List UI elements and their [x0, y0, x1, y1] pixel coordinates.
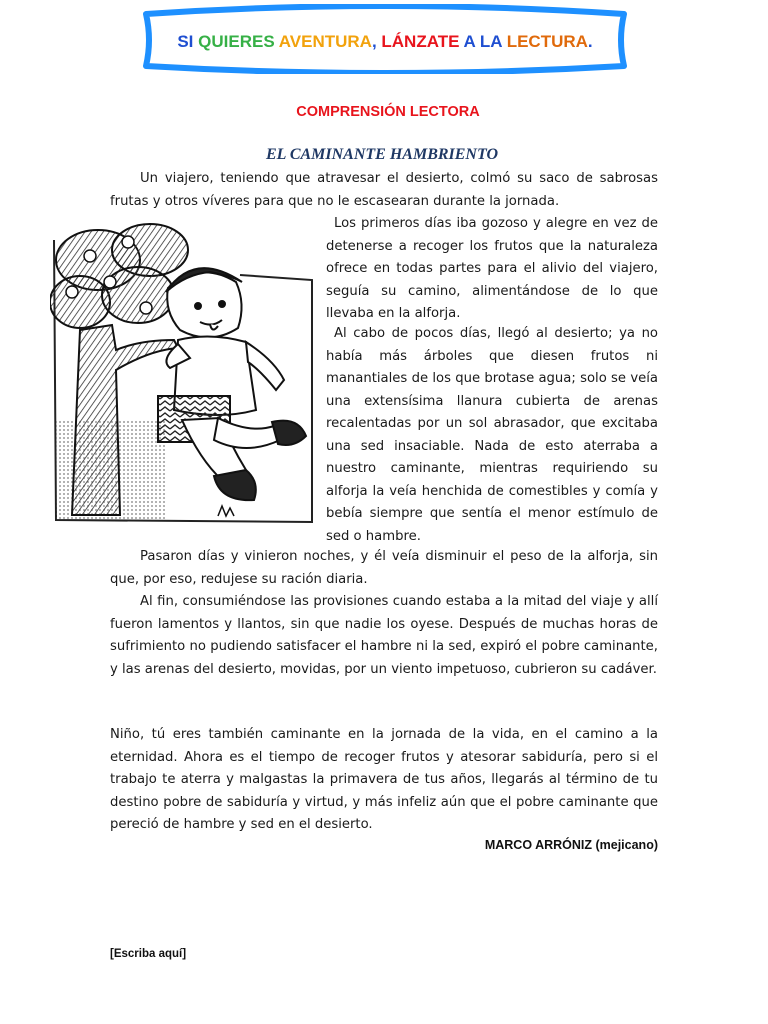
banner-word: AVENTURA	[278, 32, 372, 51]
traveler-drawing	[50, 220, 320, 528]
banner-word: ,	[371, 32, 382, 51]
paragraph-3: Al cabo de pocos días, llegó al desierto; ya no había más árboles que diesen frutos ni manantiales de los que brotase agua; solo se veía una extensísima llanura cubierta de arenas recalentadas por un sol abrasador, que excitaba una sed insaciable. Nada de esto aterraba a nuestro caminante, mientras requiriendo su alforja la veía henchida de comestibles y comía y bebía siempre que sentía el menor estímulo de sed o hambre.	[326, 326, 658, 544]
paragraph-1: Un viajero, teniendo que atravesar el desierto, colmó su saco de sabrosas frutas y otros víveres para que no le escasearan durante la jornada.	[110, 171, 658, 209]
banner-word: LA	[479, 32, 507, 51]
banner-word: LÁNZATE	[381, 32, 464, 51]
banner-word: A	[463, 32, 480, 51]
paragraph-2: Los primeros días iba gozoso y alegre en vez de detenerse a recoger los frutos que la naturaleza ofrece en todas partes para el alivio del viajero, seguía su camino, alimentándose de lo que llevaba en la alforja.	[326, 216, 658, 321]
banner-word: LECTURA	[506, 32, 588, 51]
write-here-placeholder[interactable]: [Escriba aquí]	[110, 948, 187, 960]
section-title: COMPRENSIÓN LECTORA	[296, 104, 480, 120]
paragraph-6: Niño, tú eres también caminante en la jornada de la vida, en el camino a la eternidad. Ahora es el tiempo de recoger frutos y atesorar sabiduría, pero si el trabajo te aterra y malgastas la primavera de tus años, llegarás al término de tu destino pobre de sabiduría y virtud, y más infeliz aún que el pobre caminante que pereció de hambre y sed en el desierto.	[110, 727, 658, 832]
story-title: EL CAMINANTE HAMBRIENTO	[265, 146, 499, 163]
title-banner	[140, 4, 630, 74]
paragraph-4: Pasaron días y vinieron noches, y él veía disminuir el peso de la alforja, sin que, por eso, redujese su ración diaria.	[110, 549, 658, 587]
paragraph-5: Al fin, consumiéndose las provisiones cuando estaba a la mitad del viaje y allí fueron lamentos y llantos, sin que nadie los oyese. Después de muchas horas de sufrimiento no pudiendo satisfacer el hambre ni la sed, expiró el pobre caminante, y las arenas del desierto, movidas, por un viento impetuoso, cubrieron su cadáver.	[110, 594, 658, 677]
traveler-illustration	[50, 220, 320, 528]
banner-word: .	[587, 32, 593, 51]
banner-slogan	[140, 32, 630, 52]
banner-word: SI	[177, 32, 199, 51]
banner-word: QUIERES	[198, 32, 279, 51]
author-credit: MARCO ARRÓNIZ (mejicano)	[484, 838, 658, 852]
